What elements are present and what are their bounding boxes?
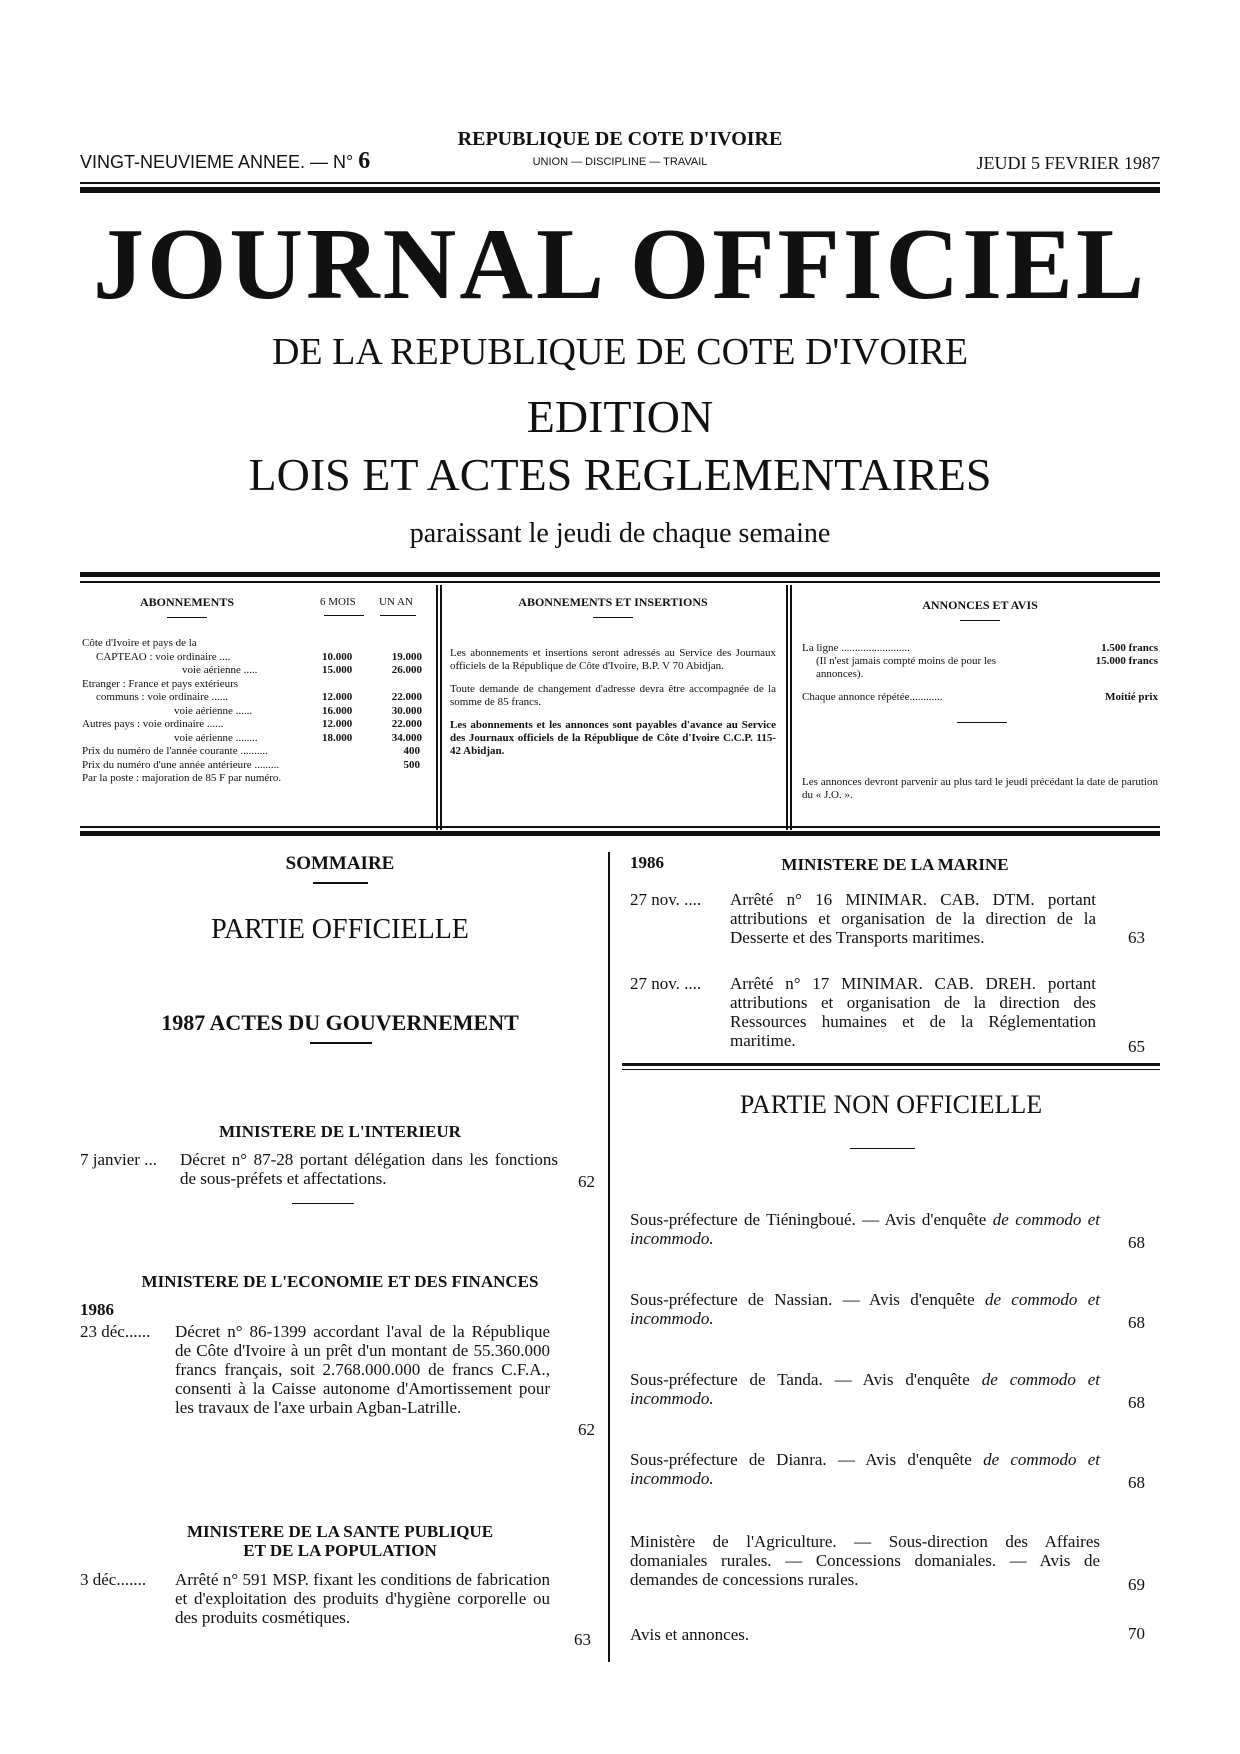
avis-dianra: Sous-préfecture de Dianra. — Avis d'enquête de commodo et incommodo. <box>630 1450 1100 1488</box>
info-divider-1b <box>440 585 442 830</box>
header-rule-thin <box>80 182 1160 184</box>
subscriptions-title-underline <box>167 617 207 618</box>
subscription-rows <box>82 637 422 786</box>
sommaire-title: SOMMAIRE <box>285 853 395 874</box>
entry-text: Décret n° 87-28 portant délégation dans les fonctions de sous-préfets et affectations. <box>180 1150 558 1188</box>
page-number: 65 <box>1128 1037 1145 1056</box>
subscriptions-title: ABONNEMENTS <box>139 595 234 609</box>
actes-gouvernement-title: 1987 ACTES DU GOUVERNEMENT <box>161 1010 519 1035</box>
interieur-separator <box>292 1203 354 1204</box>
col-6m-underline <box>324 615 364 616</box>
insertions-p3: Les abonnements et les annonces sont payables d'avance au Service des Journaux officiels de la République de Côte d'Ivoire C.C.P. 115-42 Abidjan. <box>450 719 776 757</box>
ministere-economie-title: MINISTERE DE L'ECONOMIE ET DES FINANCES <box>141 1272 539 1291</box>
masthead-rule-thin <box>80 581 1160 583</box>
page-number: 62 <box>578 1420 595 1439</box>
country-name: REPUBLIQUE DE COTE D'IVOIRE <box>457 128 783 150</box>
entry-marine-16 <box>630 890 1096 947</box>
annonces-title-underline <box>960 620 1000 621</box>
year-label: VINGT-NEUVIEME ANNEE. — N° <box>80 152 354 172</box>
sommaire-underline <box>313 882 368 884</box>
page-number: 69 <box>1128 1575 1145 1594</box>
entry-text: Arrêté n° 17 MINIMAR. CAB. DREH. portant attributions et organisation de la direction des Ressources humaines et de la Réglementation maritime. <box>730 974 1096 1050</box>
ministere-marine-title: MINISTERE DE LA MARINE <box>781 855 1009 874</box>
entry-date: 27 nov. .... <box>630 974 702 993</box>
entry-date: 3 déc....... <box>80 1570 147 1589</box>
annonce-repeat: Chaque annonce répétée............ Moitié prix <box>802 691 1158 703</box>
avis-tieningboue: Sous-préfecture de Tiéningboué. — Avis d'enquête de commodo et incommodo. <box>630 1210 1101 1248</box>
year-issue <box>80 148 370 175</box>
annonce-line-price: La ligne ......................... 1.500 francs <box>802 642 1158 654</box>
price-row: Par la poste : majoration de 85 F par numéro. <box>82 772 282 784</box>
col-6-mois: 6 MOIS <box>320 596 356 608</box>
page-number: 68 <box>1128 1313 1145 1332</box>
entry-text: Arrêté n° 591 MSP. fixant les conditions de fabrication et d'exploitation des produits d'hygiène corporelle ou des produits cosmétiques. <box>175 1570 550 1627</box>
issue-number: 6 <box>358 148 371 174</box>
col-1y-underline <box>380 615 416 616</box>
sub-row: voie aérienne ........ 18.000 34.000 <box>174 731 422 744</box>
annonces-deadline: Les annonces devront parvenir au plus tard le jeudi précédant la date de parution du « J.O. ». <box>802 776 1158 801</box>
sub-row: voie aérienne ...... 16.000 30.000 <box>174 704 422 717</box>
entry-text: Arrêté n° 16 MINIMAR. CAB. DTM. portant attributions et organisation de la direction de la Desserte et des Transports maritimes. <box>730 890 1096 947</box>
price-row: Prix du numéro de l'année courante .......... 400 <box>82 745 420 757</box>
journal-subtitle: DE LA REPUBLIQUE DE COTE D'IVOIRE <box>271 331 969 373</box>
masthead-rule-thick <box>80 572 1160 577</box>
sub-row: Côte d'Ivoire et pays de la <box>82 637 197 649</box>
insertions-panel <box>450 595 776 758</box>
entry-economie <box>80 1322 550 1417</box>
ministere-sante-title-2: ET DE LA POPULATION <box>243 1541 437 1560</box>
insertions-p2: Toute demande de changement d'adresse devra être accompagnée de la somme de 85 francs. <box>450 683 776 708</box>
actes-underline <box>310 1042 372 1044</box>
info-bottom-rule-thin <box>80 826 1160 828</box>
non-officielle-rule-thin <box>622 1069 1160 1070</box>
sub-row: Etranger : France et pays extérieurs <box>82 677 239 690</box>
page-number: 70 <box>1128 1624 1145 1643</box>
info-divider-1 <box>436 585 438 830</box>
motto: UNION — DISCIPLINE — TRAVAIL <box>532 156 708 168</box>
info-bottom-rule-thick <box>80 831 1160 836</box>
subscriptions-panel <box>82 595 422 786</box>
journal-title: JOURNAL OFFICIEL <box>93 208 1147 321</box>
page-number: 68 <box>1128 1393 1145 1412</box>
sub-row: Autres pays : voie ordinaire ...... 12.000 22.000 <box>82 718 422 730</box>
entry-date: 23 déc...... <box>80 1322 151 1341</box>
insertions-title: ABONNEMENTS ET INSERTIONS <box>518 595 708 609</box>
ministere-sante-title-1: MINISTERE DE LA SANTE PUBLIQUE <box>186 1522 494 1541</box>
sub-row: CAPTEAO : voie ordinaire .... 10.000 19.000 <box>96 650 422 663</box>
insertions-p1: Les abonnements et insertions seront adressés au Service des Journaux officiels de la République de Côte d'Ivoire, B.P. V 70 Abidjan. <box>450 647 776 672</box>
price-row: Prix du numéro d'une année antérieure ......... 500 <box>82 758 420 771</box>
page-number: 63 <box>1128 928 1145 947</box>
avis-tanda: Sous-préfecture de Tanda. — Avis d'enquête de commodo et incommodo. <box>630 1370 1100 1408</box>
header-rule-thick <box>80 187 1160 193</box>
sub-row: communs : voie ordinaire ...... 12.000 22.000 <box>96 691 422 703</box>
marine-year: 1986 <box>630 853 664 872</box>
issue-date: JEUDI 5 FEVRIER 1987 <box>976 153 1160 173</box>
non-officielle-rule-thick <box>622 1063 1160 1066</box>
page-number: 68 <box>1128 1473 1145 1492</box>
column-divider <box>608 852 610 1662</box>
sub-row: voie aérienne ..... 15.000 26.000 <box>182 664 422 676</box>
page-number: 62 <box>578 1172 595 1191</box>
info-divider-2b <box>790 585 792 830</box>
edition-label: EDITION <box>526 391 714 442</box>
ministere-interieur-title: MINISTERE DE L'INTERIEUR <box>219 1122 461 1141</box>
page-number: 63 <box>574 1630 591 1649</box>
annonce-line-min: (Il n'est jamais compté moins de pour les annonces). 15.000 francs <box>816 655 1158 680</box>
avis-nassian: Sous-préfecture de Nassian. — Avis d'enquête de commodo et incommodo. <box>630 1290 1100 1328</box>
economie-year: 1986 <box>80 1300 114 1319</box>
info-divider-2 <box>786 585 788 830</box>
edition-name: LOIS ET ACTES REGLEMENTAIRES <box>248 449 992 500</box>
publication-frequency: paraissant le jeudi de chaque semaine <box>409 518 831 549</box>
annonces-title: ANNONCES ET AVIS <box>922 598 1038 612</box>
page-number: 68 <box>1128 1233 1145 1252</box>
entry-text: Décret n° 86-1399 accordant l'aval de la République de Côte d'Ivoire à un prêt d'un montant de 55.360.000 francs français, soit 2.768.000.000 de francs C.F.A., consenti à la Caisse autonome d'Amortissement pour les travaux de l'axe urbain Agban-Latrille. <box>175 1322 550 1417</box>
partie-non-officielle-title: PARTIE NON OFFICIELLE <box>739 1090 1043 1119</box>
entry-interieur <box>80 1150 558 1188</box>
entry-date: 27 nov. .... <box>630 890 702 909</box>
non-officielle-underline <box>850 1148 915 1149</box>
annonces-separator <box>957 722 1007 723</box>
avis-annonces: Avis et annonces. <box>630 1625 750 1644</box>
entry-date: 7 janvier ... <box>80 1150 157 1169</box>
insertions-title-underline <box>593 617 633 618</box>
partie-officielle-title: PARTIE OFFICIELLE <box>211 914 469 945</box>
annonces-panel <box>802 598 1158 801</box>
col-un-an: UN AN <box>379 596 413 608</box>
agriculture-concessions: Ministère de l'Agriculture. — Sous-direction des Affaires domaniales rurales. — Concessions domaniales. — Avis de demandes de concessions rurales. <box>630 1532 1100 1589</box>
entry-sante <box>80 1570 550 1627</box>
entry-marine-17 <box>630 974 1096 1050</box>
